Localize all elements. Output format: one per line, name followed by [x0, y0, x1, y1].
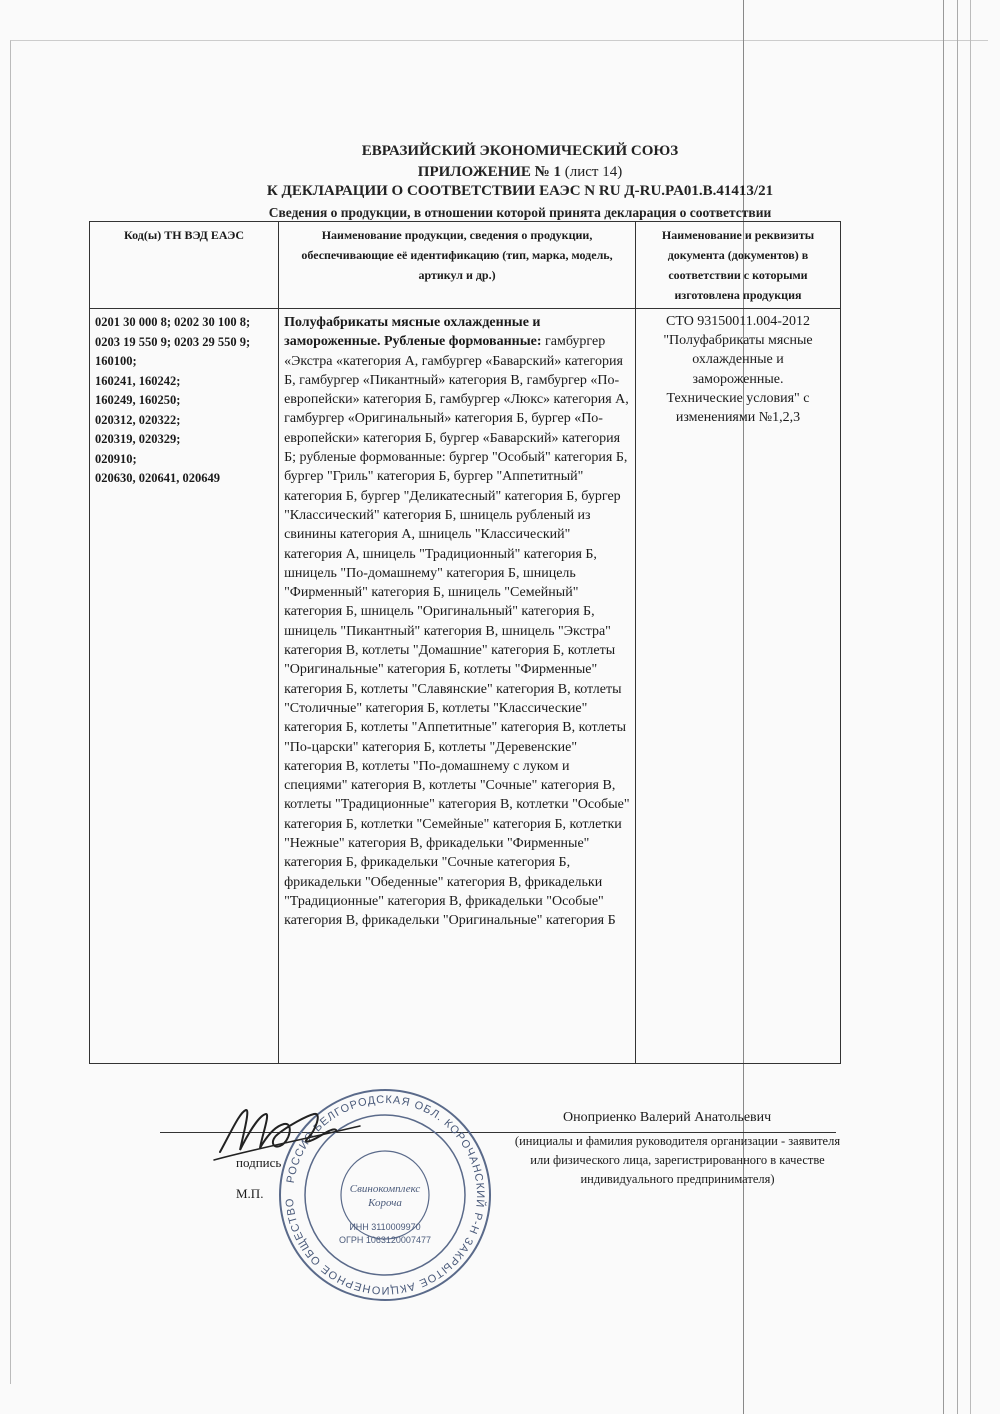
product-table: [89, 221, 841, 1064]
header-codes: Код(ы) ТН ВЭД ЕАЭС: [90, 222, 279, 309]
standard-line: изменениями №1,2,3: [675, 410, 801, 426]
code-line: 160100;: [95, 354, 137, 368]
seal-label: М.П.: [236, 1186, 264, 1201]
header-product: Наименование продукции, сведения о продукции, обеспечивающие её идентификацию (тип, марка, модель, артикул и др.): [279, 222, 636, 309]
code-line: 020312, 020322;: [95, 412, 181, 427]
manager-caption: (инициалы и фамилия руководителя организации - заявителя или физического лица, зарегистрированного в качестве индивидуального предпринимателя): [514, 1134, 841, 1186]
standard-line: замороженные.: [692, 371, 784, 387]
product-group-title: Полуфабрикаты мясные охлажденные и замороженные. Рубленые формованные:: [284, 315, 542, 350]
table-row: [90, 309, 841, 1064]
code-line: 160241, 160242;: [95, 373, 181, 388]
signature-label: подпись: [236, 1155, 282, 1170]
standard-line: СТО 93150011.004-2012: [665, 314, 810, 329]
table-header-row: [90, 222, 841, 309]
code-line: 0201 30 000 8; 0202 30 100 8;: [95, 315, 251, 329]
union-title: ЕВРАЗИЙСКИЙ ЭКОНОМИЧЕСКИЙ СОЮЗ: [361, 143, 679, 159]
stamp-outer-text: РОССИЯ БЕЛГОРОДСКАЯ ОБЛ. КОРОЧАНСКИЙ Р-Н ЗАКРЫТОЕ АКЦИОНЕРНОЕ ОБЩЕСТВО: [283, 1093, 487, 1297]
standard-cell: [635, 309, 840, 1064]
product-list: гамбургер «Экстра «категория А, гамбургер «Баварский» категория Б, гамбургер «Пикантный» категория В, гамбургер «По-европейски» категория Б, гамбургер «Люкс» категория А, гамбургер «Оригинальный» категория Б, бургер «По-европейски» категория Б, бургер «Баварский» категория Б; рубленые формованные: бургер "Особый" категория Б, бургер "Гриль" категория Б, бургер "Аппетитный" категория Б, бургер "Деликатесный" категория Б, бургер "Классический" категория Б, шницель рубленый из свинины категория А, шницель "Классический" категория А, шницель "Традиционный" категория Б, шницель "По-домашнему" категория Б, шницель "Фирменный" категория Б, шницель "Семейный" категория Б, шницель "Оригинальный" категория Б, шницель "Пикантный" категория В, шницель "Экстра" категория В, котлеты "Домашние" категория Б, котлеты "Оригинальные" категория Б, котлеты "Фирменные" категория Б, котлеты "Славянские" категория В, котлеты "Столичные" категория Б, котлеты "Классические" категория Б, котлеты "Аппетитные" категория В, котлеты "По-царски" категория Б, котлеты "Деревенские" категория В, котлеты "По-домашнему с луком и специями" категория В, котлеты "Сочные" категория В, котлеты "Традиционные" категория В, котлетки "Особые" категория Б, котлетки "Семейные" категория Б, котлетки "Нежные" категория В, фрикадельки "Фирменные" категория Б, фрикадельки "Сочные категория Б, фрикадельки "Обеденные" категория В, фрикадельки "Традиционные" категория В, фрикадельки "Особые" категория В, фрикадельки "Оригинальные" категория Б: [284, 334, 630, 929]
stamp-inner-line2: Короча: [368, 1197, 402, 1209]
code-line: 020630, 020641, 020649: [95, 471, 220, 485]
stamp-inner-line1: Свинокомплекс: [349, 1183, 421, 1195]
standard-line: Технические условия" с: [666, 390, 810, 406]
appendix-label: ПРИЛОЖЕНИЕ № 1: [417, 164, 561, 180]
product-description-cell: [279, 309, 636, 1064]
stamp-inn: ИНН 3110009970: [349, 1222, 421, 1232]
stamp-ogrn: ОГРН 1063120007477: [339, 1235, 431, 1245]
code-line: 0203 19 550 9; 0203 29 550 9;: [95, 334, 251, 349]
declaration-title: К ДЕКЛАРАЦИИ О СООТВЕТСТВИИ ЕАЭС N RU Д-RU.PA01.B.41413/21: [266, 183, 774, 199]
sheet-number: (лист 14): [564, 164, 623, 180]
code-line: 020910;: [95, 451, 137, 466]
appendix-title: [20, 164, 1000, 181]
code-line: 020319, 020329;: [95, 432, 181, 446]
manager-name: Оноприенко Валерий Анатольевич: [563, 1110, 772, 1125]
standard-line: охлажденные и: [692, 352, 784, 368]
codes-cell: [90, 309, 279, 1064]
code-line: 160249, 160250;: [95, 393, 181, 407]
header-document: Наименование и реквизиты документа (документов) в соответствии с которыми изготовлена продукция: [635, 222, 840, 309]
handwritten-signature: [210, 1090, 370, 1170]
standard-line: "Полуфабрикаты мясные: [663, 333, 813, 349]
table-subtitle: Сведения о продукции, в отношении которой принята декларация о соответствии: [268, 205, 772, 220]
